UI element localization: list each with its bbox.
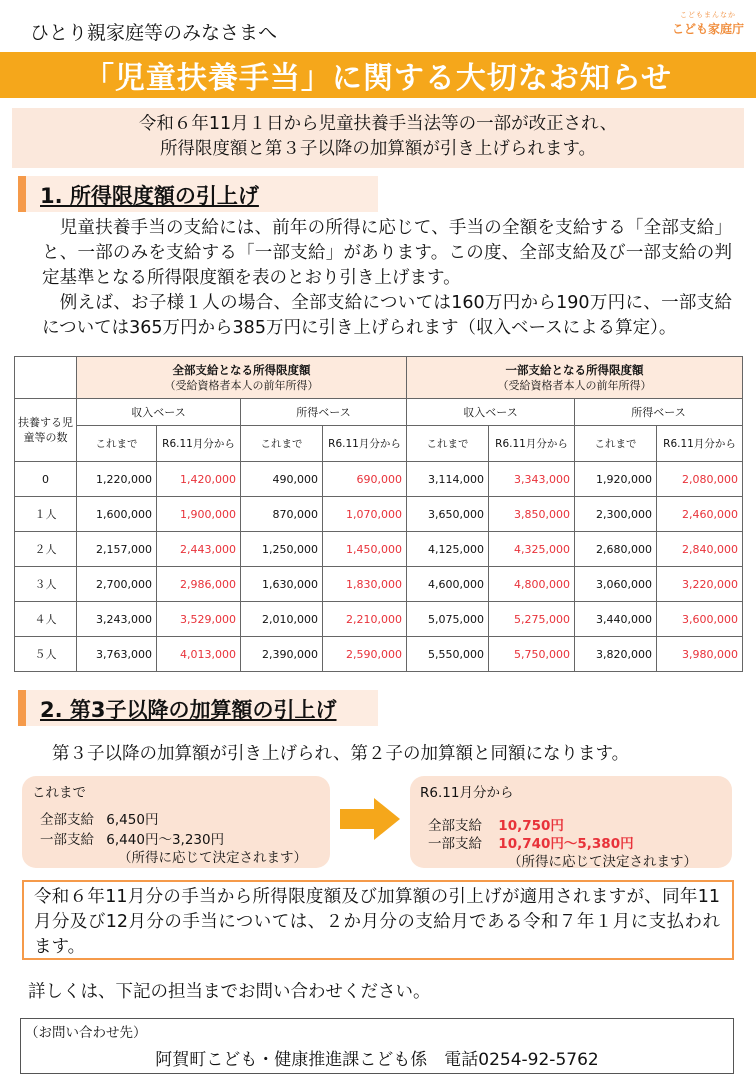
table-row [15,532,743,567]
col-after: R6.11月分から [657,426,743,462]
row-children-count: ３人 [15,567,77,602]
table-cell-new: 690,000 [323,462,407,497]
payment-notice: 令和６年11月分の手当から所得限度額及び加算額の引上げが適用されますが、同年11月分及び12月分の手当については、２か月分の支給月である令和７年１月に支払われます。 [22,880,734,960]
table-cell-new: 3,980,000 [657,637,743,672]
row-children-count: 0 [15,462,77,497]
table-cell: 4,600,000 [407,567,489,602]
table-cell: 2,300,000 [575,497,657,532]
table-row [15,497,743,532]
group-full-note: （受給資格者本人の前年所得） [164,378,319,392]
partial-earning-base-header: 所得ベース [575,399,743,426]
table-cell-new: 2,840,000 [657,532,743,567]
table-cell-new: 3,600,000 [657,602,743,637]
intro-box [12,108,744,168]
table-cell: 2,390,000 [241,637,323,672]
table-row [15,637,743,672]
title-banner [0,52,756,98]
after-full-label: 全部支給 [428,818,482,834]
section2-description: 第３子以降の加算額が引き上げられ、第２子の加算額と同額になります。 [52,744,630,764]
table-cell: 1,220,000 [77,462,157,497]
table-cell-new: 1,450,000 [323,532,407,567]
table-cell: 5,550,000 [407,637,489,672]
full-income-base-header: 収入ベース [77,399,241,426]
table-cell: 2,010,000 [241,602,323,637]
right-arrow-icon [340,798,400,840]
table-cell-new: 4,013,000 [157,637,241,672]
agency-logo [668,10,748,37]
col-after: R6.11月分から [157,426,241,462]
col-before: これまで [77,426,157,462]
partial-income-base-header: 収入ベース [407,399,575,426]
table-cell-new: 1,070,000 [323,497,407,532]
section1-paragraph-1: 児童扶養手当の支給には、前年の所得に応じて、手当の全額を支給する「全部支給」と、一部のみを支給する「一部支給」があります。この度、全部支給及び一部支給の判定基準となる所得限度額を表のとおり引き上げます。 [42,218,732,288]
col-after: R6.11月分から [323,426,407,462]
section1-paragraph-2: 例えば、お子様１人の場合、全部支給については160万円から190万円に、一部支給については365万円から385万円に引き上げられます（収入ベースによる算定）。 [42,293,732,338]
table-cell-new: 2,590,000 [323,637,407,672]
group-header-partial [407,357,743,399]
after-amount-box [410,776,732,868]
before-full-label: 全部支給 [40,812,94,828]
table-cell-new: 3,343,000 [489,462,575,497]
table-cell: 1,630,000 [241,567,323,602]
table-corner [15,357,77,399]
after-note: （所得に応じて決定されます） [508,854,697,870]
logo-tagline: こどもまんなか [680,11,736,19]
table-cell: 4,125,000 [407,532,489,567]
table-cell: 2,680,000 [575,532,657,567]
table-cell: 3,060,000 [575,567,657,602]
table-cell: 3,820,000 [575,637,657,672]
group-partial-note: （受給資格者本人の前年所得） [497,378,652,392]
group-full-title: 全部支給となる所得限度額 [172,362,311,377]
table-cell-new: 4,800,000 [489,567,575,602]
table-cell: 1,250,000 [241,532,323,567]
table-row [15,602,743,637]
table-cell-new: 2,080,000 [657,462,743,497]
section1-text [42,216,732,341]
row-children-count: ５人 [15,637,77,672]
table-cell-new: 3,220,000 [657,567,743,602]
after-title: R6.11月分から [420,785,514,801]
before-title: これまで [32,785,86,801]
row-children-count: １人 [15,497,77,532]
section2-heading-box [18,690,378,726]
table-cell: 2,157,000 [77,532,157,567]
table-cell-new: 2,443,000 [157,532,241,567]
group-header-full [77,357,407,399]
target-audience-text: ひとり親家庭等のみなさまへ [30,22,278,44]
table-cell-new: 5,750,000 [489,637,575,672]
contact-box [20,1018,734,1074]
table-cell: 3,243,000 [77,602,157,637]
table-cell: 870,000 [241,497,323,532]
intro-line-1: 令和６年11月１日から児童扶養手当法等の一部が改正され、 [138,114,618,134]
table-row [15,462,743,497]
col-before: これまで [241,426,323,462]
before-note: （所得に応じて決定されます） [118,850,307,866]
table-cell: 5,075,000 [407,602,489,637]
table-cell: 3,440,000 [575,602,657,637]
table-row [15,567,743,602]
table-cell-new: 1,420,000 [157,462,241,497]
table-cell-new: 3,850,000 [489,497,575,532]
after-partial-label: 一部支給 [428,836,482,852]
row-label-header: 扶養する児童等の数 [15,399,77,462]
section1-heading: 1. 所得限度額の引上げ [40,184,259,208]
before-partial-value: 6,440円～3,230円 [106,832,225,848]
contact-heading: （お問い合わせ先） [25,1025,147,1041]
table-cell-new: 2,460,000 [657,497,743,532]
table-cell: 3,763,000 [77,637,157,672]
inquiry-text: 詳しくは、下記の担当までお問い合わせください。 [28,982,431,1002]
table-cell-new: 3,529,000 [157,602,241,637]
section1-heading-box [18,176,378,212]
contact-info: 阿賀町こども・健康推進課こども係 電話0254-92-5762 [155,1050,599,1070]
table-cell-new: 1,900,000 [157,497,241,532]
table-cell-new: 2,210,000 [323,602,407,637]
section2-heading: 2. 第3子以降の加算額の引上げ [40,698,337,722]
before-partial-label: 一部支給 [40,832,94,848]
table-cell: 1,920,000 [575,462,657,497]
table-cell-new: 4,325,000 [489,532,575,567]
logo-text: こども家庭庁 [671,22,744,36]
col-before: これまで [575,426,657,462]
col-before: これまで [407,426,489,462]
table-cell-new: 1,830,000 [323,567,407,602]
table-cell-new: 2,986,000 [157,567,241,602]
row-children-count: ２人 [15,532,77,567]
after-partial-value: 10,740円～5,380円 [498,836,634,852]
row-children-count: ４人 [15,602,77,637]
after-full-value: 10,750円 [498,818,564,834]
full-earning-base-header: 所得ベース [241,399,407,426]
table-cell-new: 5,275,000 [489,602,575,637]
table-cell: 3,650,000 [407,497,489,532]
table-cell: 3,114,000 [407,462,489,497]
table-cell: 1,600,000 [77,497,157,532]
before-full-value: 6,450円 [106,812,159,828]
table-cell: 490,000 [241,462,323,497]
intro-line-2: 所得限度額と第３子以降の加算額が引き上げられます。 [159,139,597,159]
page-title: 「児童扶養手当」に関する大切なお知らせ [83,61,673,96]
income-limit-table [14,356,743,672]
col-after: R6.11月分から [489,426,575,462]
group-partial-title: 一部支給となる所得限度額 [505,362,644,377]
before-amount-box [22,776,330,868]
table-cell: 2,700,000 [77,567,157,602]
